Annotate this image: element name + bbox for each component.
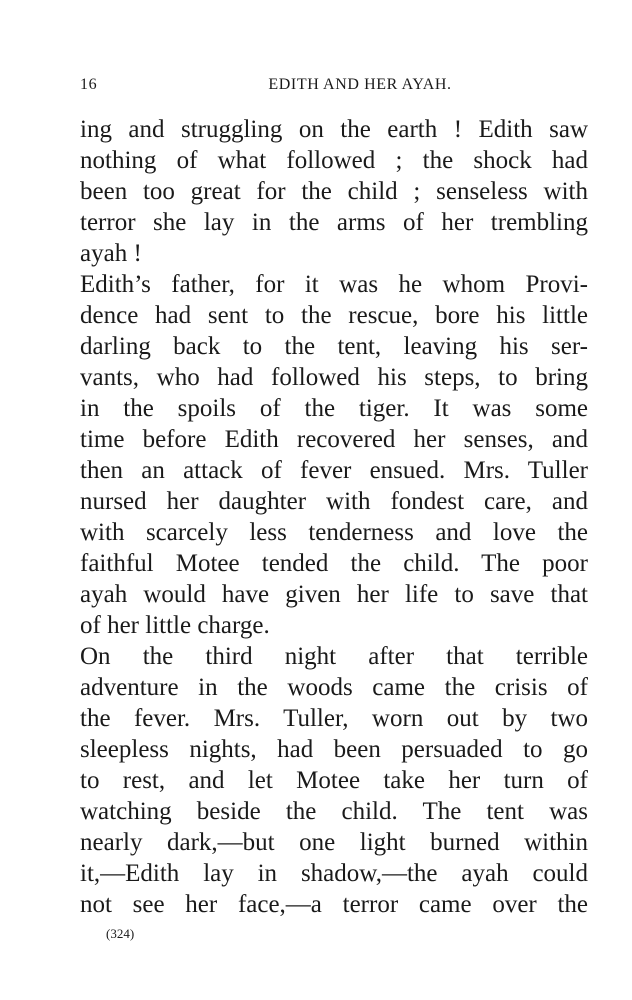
body-text [80,114,588,920]
text-line: of her little charge. [80,612,270,639]
text-line: sleepless nights, had been persuaded to go [80,736,588,763]
text-line: ing and struggling on the earth ! Edith saw [80,116,588,143]
text-line: nothing of what followed ; the shock had [80,147,588,174]
text-line: to rest, and let Motee take her turn of [80,767,588,794]
text-line: nursed her daughter with fondest care, and [80,488,588,515]
text-line: nearly dark,—but one light burned within [80,829,588,856]
text-line: the fever. Mrs. Tuller, worn out by two [80,705,588,732]
text-line: with scarcely less tenderness and love the [80,519,588,546]
page-number: 16 [80,76,98,93]
text-line: Edith’s father, for it was he whom Provi- [80,271,588,298]
text-line: dence had sent to the rescue, bore his little [80,302,588,329]
text-line: watching beside the child. The tent was [80,798,588,825]
text-line: On the third night after that terrible [80,643,588,670]
running-title: EDITH AND HER AYAH. [268,76,452,93]
text-line: vants, who had followed his steps, to bring [80,364,588,391]
text-line: darling back to the tent, leaving his ser- [80,333,588,360]
printer-signature: (324) [106,926,135,941]
text-line: not see her face,—a terror came over the [80,891,588,918]
text-line: in the spoils of the tiger. It was some [80,395,588,422]
text-line: adventure in the woods came the crisis of [80,674,588,701]
text-line: ayah would have given her life to save that [80,581,588,608]
text-line: time before Edith recovered her senses, and [80,426,588,453]
text-line: been too great for the child ; senseless with [80,178,588,205]
text-line: then an attack of fever ensued. Mrs. Tuller [80,457,588,484]
text-line: terror she lay in the arms of her trembling [80,209,588,236]
text-line: ayah ! [80,240,142,267]
text-line: faithful Motee tended the child. The poor [80,550,588,577]
page-header [80,76,560,100]
text-line: it,—Edith lay in shadow,—the ayah could [80,860,588,887]
